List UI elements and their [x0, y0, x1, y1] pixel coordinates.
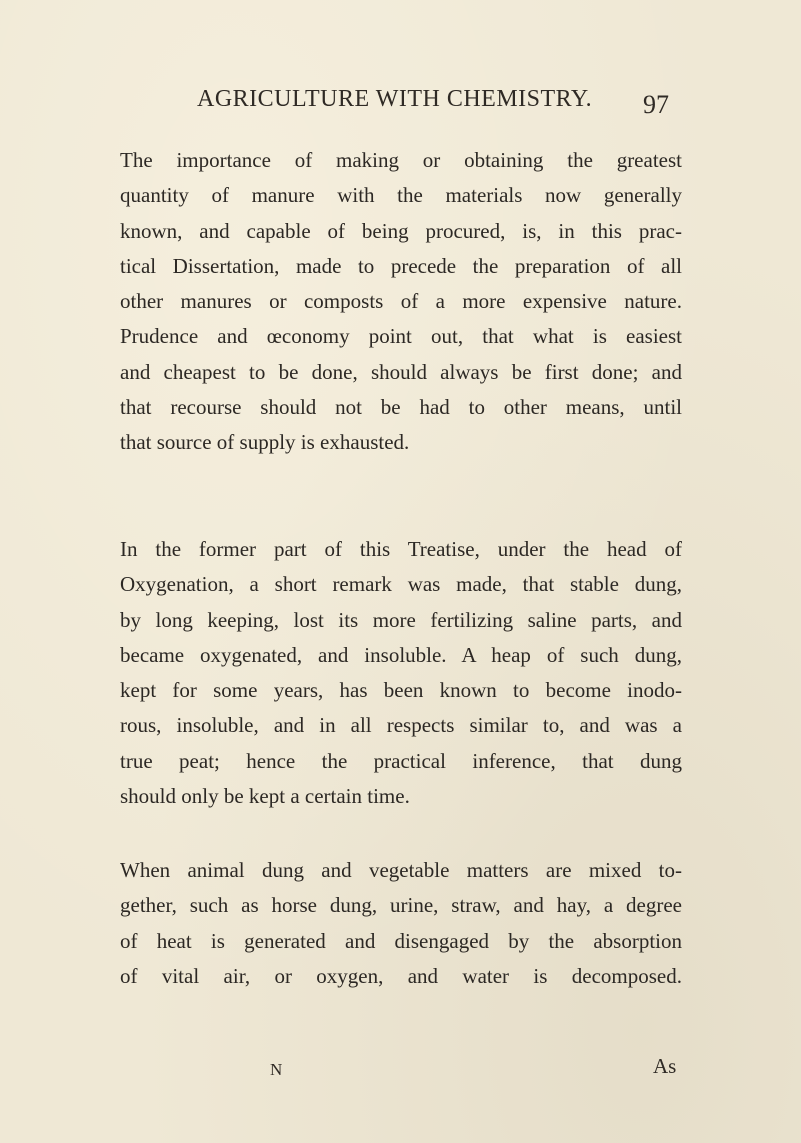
text-line: gether, such as horse dung, urine, straw, and hay, a degree — [120, 893, 682, 918]
signature-mark: N — [270, 1060, 284, 1079]
text-line: tical Dissertation, made to precede the preparation of all — [120, 253, 682, 278]
text-line: The importance of making or obtaining the greatest — [120, 148, 682, 172]
paragraph-2 — [120, 532, 682, 814]
running-head: AGRICULTURE WITH CHEMISTRY. — [197, 86, 593, 112]
text-line: by long keeping, lost its more fertilizing saline parts, and — [120, 607, 682, 632]
text-line: other manures or composts of a more expensive nature. — [120, 289, 682, 314]
text-line: should only be kept a certain time. — [120, 784, 410, 809]
catchword: As — [653, 1054, 677, 1078]
text-line: and cheapest to be done, should always be first done; and — [120, 359, 682, 384]
page-number: 97 — [643, 90, 669, 119]
text-line: known, and capable of being procured, is, in this prac- — [120, 218, 682, 243]
text-line: that recourse should not be had to other means, until — [120, 395, 682, 420]
text-line: quantity of manure with the materials now generally — [120, 183, 682, 208]
text-line: true peat; hence the practical inference, that dung — [120, 748, 682, 773]
text-line: that source of supply is exhausted. — [120, 430, 410, 455]
text-line: rous, insoluble, and in all respects similar to, and was a — [120, 713, 682, 738]
text-line: Prudence and œconomy point out, that what is easiest — [120, 324, 682, 349]
text-line: Oxygenation, a short remark was made, that stable dung, — [120, 572, 682, 597]
paragraph-1 — [120, 143, 682, 461]
text-line: In the former part of this Treatise, under the head of — [120, 537, 682, 561]
paragraph-3 — [120, 853, 682, 994]
text-line: became oxygenated, and insoluble. A heap of such dung, — [120, 642, 682, 667]
text-line: of heat is generated and disengaged by the absorption — [120, 928, 682, 953]
text-line: When animal dung and vegetable matters are mixed to- — [120, 858, 682, 882]
text-line: of vital air, or oxygen, and water is decomposed. — [120, 963, 682, 988]
text-line: kept for some years, has been known to become inodo- — [120, 678, 682, 703]
